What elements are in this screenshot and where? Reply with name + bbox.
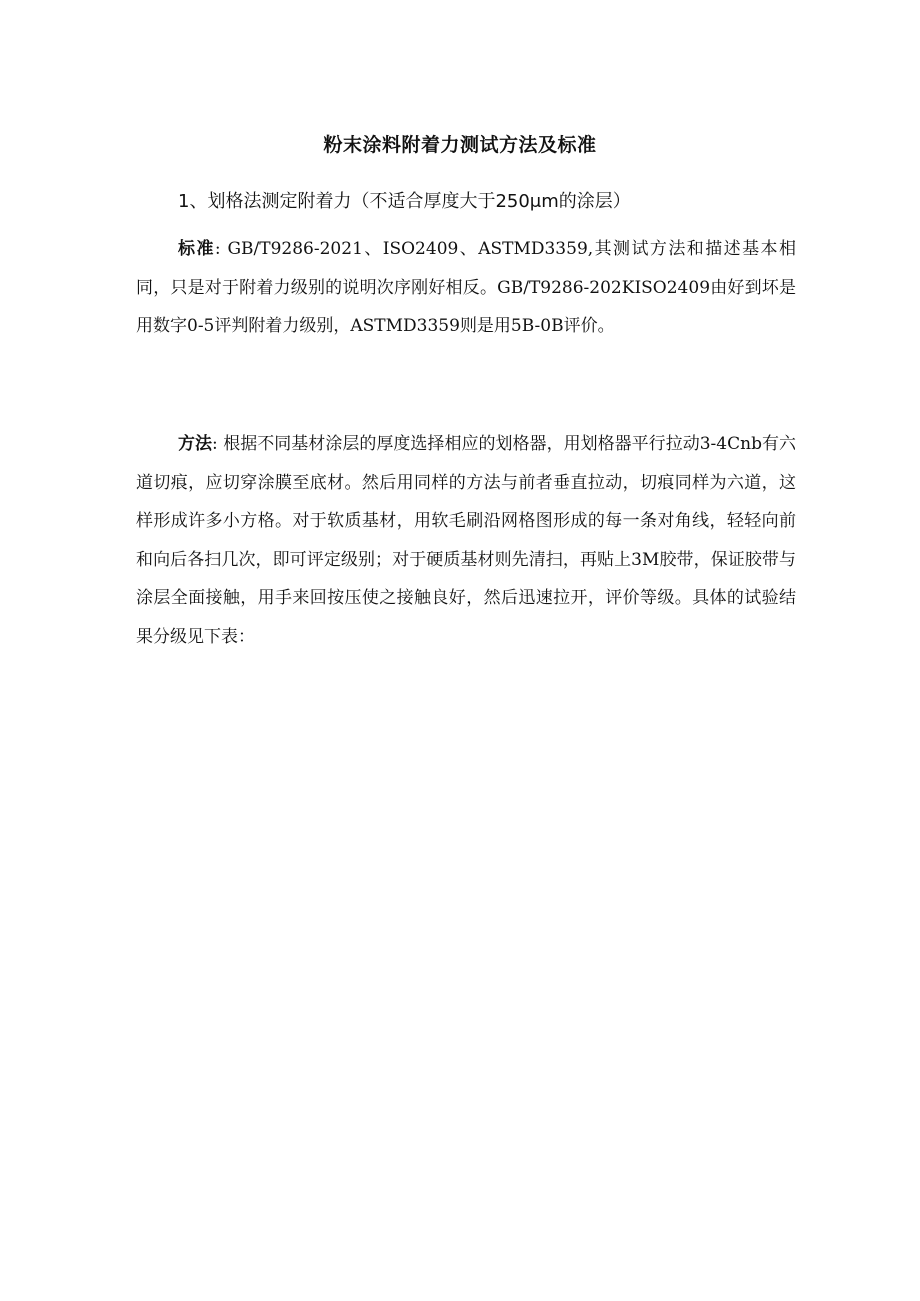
standard-separator: :: [214, 239, 228, 259]
paragraph-method: [136, 425, 796, 656]
section-heading-crosscut: 1、划格法测定附着力（不适合厚度大于250μm的涂层）: [178, 191, 631, 212]
document-title: 粉末涂料附着力测试方法及标准: [323, 134, 597, 156]
paragraph-standard: [136, 230, 796, 346]
method-body-text: 根据不同基材涂层的厚度选择相应的划格器，用划格器平行拉动3-4Cnb有六道切痕，应切穿涂膜至底材。然后用同样的方法与前者垂直拉动，切痕同样为六道，这样形成许多小方格。对于软质基材，用软毛刷沿网格图形成的每一条对角线，轻轻向前和向后各扫几次，即可评定级别；对于硬质基材则先清扫，再贴上3M胶带，保证胶带与涂层全面接触，用手来回按压使之接触良好，然后迅速拉开，评价等级。具体的试验结果分级见下表：: [136, 434, 796, 647]
method-lead-label: 方法: [178, 434, 213, 454]
standard-body-text: GB/T9286-2021、ISO2409、ASTMD3359,其测试方法和描述基本相同，只是对于附着力级别的说明次序刚好相反。GB/T9286-202KISO2409由好到坏是用数字0-5评判附着力级别，ASTMD3359则是用5B-0B评价。: [136, 239, 796, 336]
method-separator: :: [212, 434, 224, 454]
standard-lead-label: 标准: [178, 239, 215, 259]
